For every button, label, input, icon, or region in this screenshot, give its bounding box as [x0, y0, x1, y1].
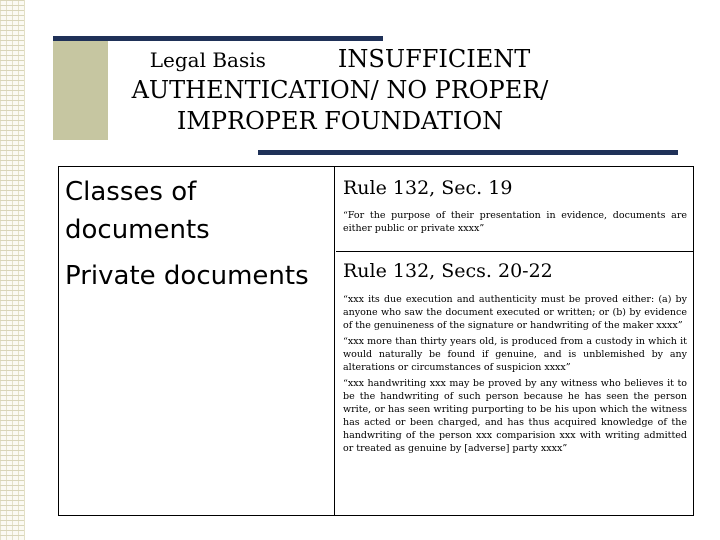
row-divider	[336, 251, 693, 252]
title-lead: Legal Basis	[149, 48, 266, 72]
rule1-text: “For the purpose of their presentation in evidence, documents are either public or private xxxx”	[343, 210, 687, 234]
title-line1: INSUFFICIENT	[337, 45, 531, 73]
rule2-text	[343, 293, 687, 458]
title-line2: AUTHENTICATION/ NO PROPER/	[131, 76, 549, 104]
rule2-paragraph: “xxx handwriting xxx may be proved by any witness who believes it to be the handwriting of such person because he has seen the person write, or has seen writing purporting to be his upon which the witness has acted or been charged, and has thus acquired knowledge of the handwriting of the person xxx comparision xxx with writing admitted or treated as genuine by [adverse] party xxxx”	[343, 378, 687, 454]
private-documents-label: Private documents	[65, 261, 309, 291]
rule2-heading: Rule 132, Secs. 20-22	[343, 260, 553, 282]
legal-basis-table	[58, 166, 694, 516]
bottom-rule-line	[258, 150, 678, 155]
title-line3: IMPROPER FOUNDATION	[176, 107, 504, 135]
rule2-paragraph: “xxx its due execution and authenticity must be proved either: (a) by anyone who saw the document executed or written; or (b) by evidence of the genuineness of the signature or handwriting of the maker xxxx”	[343, 294, 687, 331]
rule1-heading: Rule 132, Sec. 19	[343, 177, 513, 199]
classes-of-documents-label: Classes of documents	[65, 177, 210, 245]
slide-title	[110, 45, 570, 138]
top-rule-line	[53, 36, 383, 41]
column-divider	[334, 167, 335, 515]
rule2-paragraph: “xxx more than thirty years old, is produced from a custody in which it would naturally be found if genuine, and is unblemished by any alterations or circumstances of suspicion xxxx”	[343, 336, 687, 373]
decorative-block	[53, 40, 108, 140]
decorative-strip	[0, 0, 25, 540]
